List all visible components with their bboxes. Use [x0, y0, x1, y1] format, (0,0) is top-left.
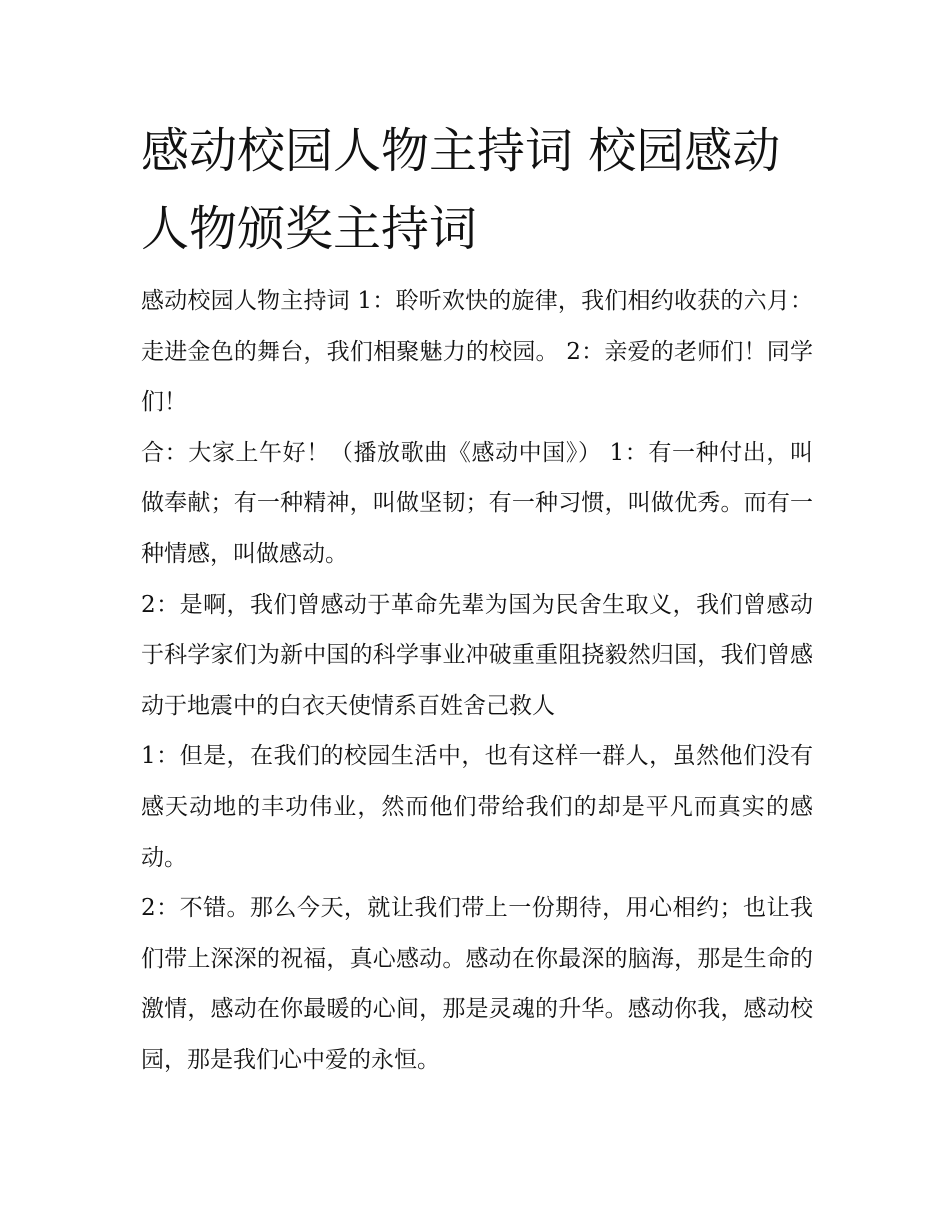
- paragraph-closing: 2：不错。那么今天，就让我们带上一份期待，用心相约；也让我们带上深深的祝福，真心感动。感动在你最深的脑海，那是生命的激情，感动在你最暖的心间，那是灵魂的升华。感动你我，感动校园，那是我们心中爱的永恒。: [141, 895, 813, 1073]
- paragraph-campus: 1：但是，在我们的校园生活中，也有这样一群人，虽然他们没有感天动地的丰功伟业，然而他们带给我们的却是平凡而真实的感动。: [141, 743, 813, 871]
- document-page: [141, 112, 813, 1086]
- paragraph-greeting: 合：大家上午好！（播放歌曲《感动中国》） 1：有一种付出，叫做奉献；有一种精神，叫做坚韧；有一种习惯，叫做优秀。而有一种情感，叫做感动。: [141, 439, 813, 567]
- paragraph-opening: 感动校园人物主持词 1：聆听欢快的旋律，我们相约收获的六月：走进金色的舞台，我们相聚魅力的校园。 2：亲爱的老师们！同学们！: [141, 288, 813, 416]
- paragraph-history: 2：是啊，我们曾感动于革命先辈为国为民舍生取义，我们曾感动于科学家们为新中国的科学事业冲破重重阻挠毅然归国，我们曾感动于地震中的白衣天使情系百姓舍己救人: [141, 591, 813, 719]
- document-title: 感动校园人物主持词 校园感动人物颁奖主持词: [141, 123, 781, 257]
